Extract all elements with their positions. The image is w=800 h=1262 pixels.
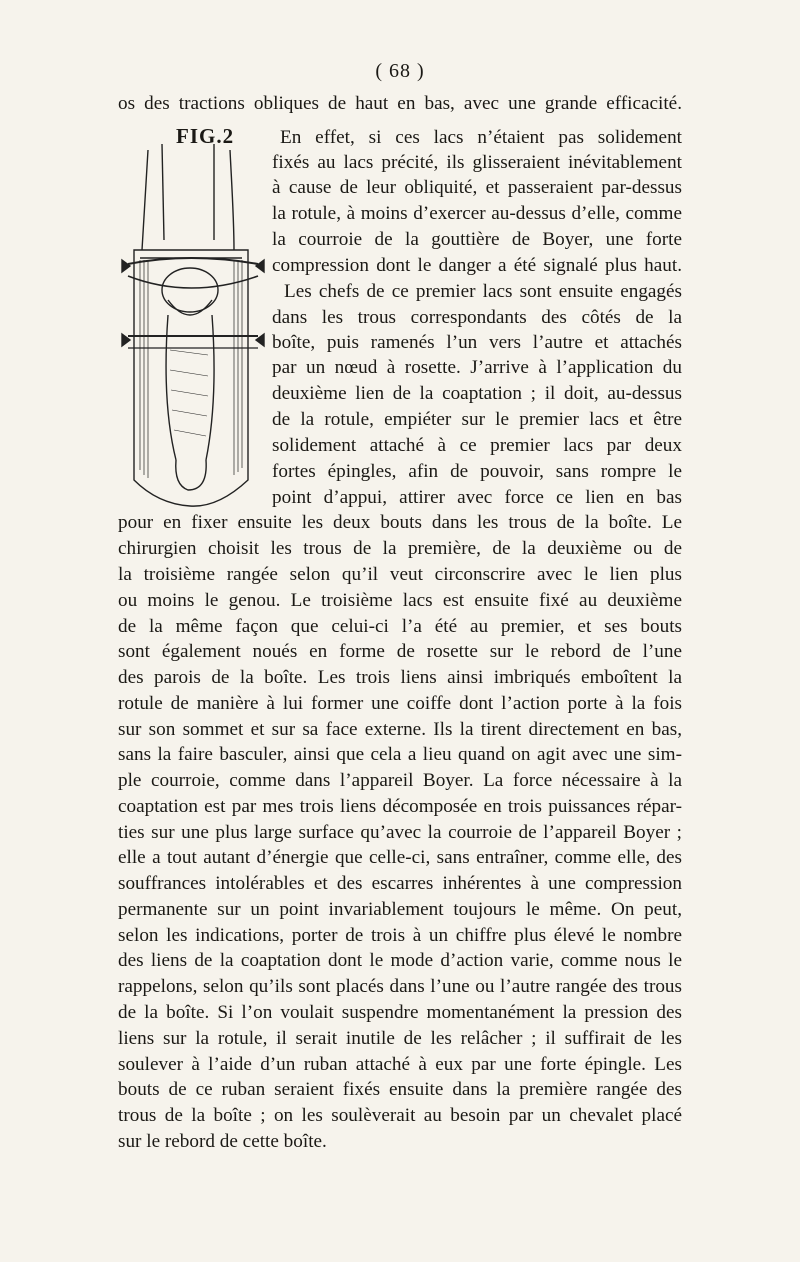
text-line: la rotule, à moins d’exercer au-dessus d’elle, comme	[272, 203, 682, 224]
text-line: En effet, si ces lacs n’étaient pas solidement	[280, 127, 682, 148]
page-number: ( 68 )	[375, 60, 425, 82]
text-line: des liens de la coaptation dont le mode d’action varie, comme nous le	[118, 950, 682, 971]
text-line: Les chefs de ce premier lacs sont ensuite engagés	[284, 281, 682, 302]
text-line: rappelons, selon qu’ils sont placés dans l’une ou l’autre rangée des trous	[118, 976, 682, 997]
text-line: elle a tout autant d’énergie que celle-ci, sans entraîner, comme elle, des	[118, 847, 682, 868]
text-line: ou moins le genou. Le troisième lacs est ensuite fixé au deuxième	[118, 590, 682, 611]
text-line: à cause de leur obliquité, et passeraient par-dessus	[272, 177, 682, 198]
text-line: trous de la boîte ; on les soulèverait au besoin par un chevalet placé	[118, 1105, 682, 1126]
text-line: rotule de manière à lui former une coiffe dont l’action porte à la fois	[118, 693, 682, 714]
text-line: fixés au lacs précité, ils glisseraient inévitablement	[272, 152, 682, 173]
text-line: liens sur la rotule, il serait inutile de les relâcher ; il suffirait de les	[118, 1028, 682, 1049]
text-line: chirurgien choisit les trous de la première, de la deuxième ou de	[118, 538, 682, 559]
text-line: deuxième lien de la coaptation ; il doit, au-dessus	[272, 383, 682, 404]
text-line: sur le rebord de cette boîte.	[118, 1131, 327, 1152]
text-line: ple courroie, comme dans l’appareil Boyer. La force nécessaire à la	[118, 770, 682, 791]
text-line: de la boîte. Si l’on voulait suspendre momentanément la pression des	[118, 1002, 682, 1023]
figure-label: FIG.2	[176, 124, 235, 148]
text-line: compression dont le danger a été signalé plus haut.	[272, 255, 682, 276]
text-line: sur son sommet et sur sa face externe. Ils la tirent directement en bas,	[118, 719, 682, 740]
text-line: la troisième rangée selon qu’il veut circonscrire avec le lien plus	[118, 564, 682, 585]
text-line: selon les indications, porter de trois à un chiffre plus élevé le nombre	[118, 925, 682, 946]
text-line: pour en fixer ensuite les deux bouts dans les trous de la boîte. Le	[118, 512, 682, 533]
text-line: dans les trous correspondants des côtés de la	[272, 307, 682, 328]
text-line: solidement attaché à ce premier lacs par deux	[272, 435, 682, 456]
text-line: de la rotule, empiéter sur le premier lacs et être	[272, 409, 682, 430]
text-line: os des tractions obliques de haut en bas, avec une grande efficacité.	[118, 93, 682, 114]
text-line: ties sur une plus large surface qu’avec la courroie de l’appareil Boyer ;	[118, 822, 682, 843]
text-line: par un nœud à rosette. J’arrive à l’application du	[272, 357, 682, 378]
text-line: sont également noués en forme de rosette sur le rebord de l’une	[118, 641, 682, 662]
text-line: sans la faire basculer, ainsi que cela a lieu quand on agit avec une sim-	[118, 744, 682, 765]
text-line: soulever à l’aide d’un ruban attaché à eux par une forte épingle. Les	[118, 1054, 682, 1075]
text-line: point d’appui, attirer avec force ce lien en bas	[272, 487, 682, 508]
text-line: bouts de ce ruban seraient fixés ensuite dans la première rangée des	[118, 1079, 682, 1100]
text-line: permanente sur un point invariablement toujours le même. On peut,	[118, 899, 682, 920]
text-line: boîte, puis ramenés l’un vers l’autre et attachés	[272, 332, 682, 353]
text-line: souffrances intolérables et des escarres inhérentes à une compression	[118, 873, 682, 894]
text-line: de la même façon que celui-ci l’a été au premier, et ses bouts	[118, 616, 682, 637]
text-line: fortes épingles, afin de pouvoir, sans rompre le	[272, 461, 682, 482]
splint-illustration	[118, 140, 268, 516]
text-line: coaptation est par mes trois liens décomposée en trois puissances répar-	[118, 796, 682, 817]
text-line: des parois de la boîte. Les trois liens ainsi imbriqués emboîtent la	[118, 667, 682, 688]
text-line: la courroie de la gouttière de Boyer, une forte	[272, 229, 682, 250]
